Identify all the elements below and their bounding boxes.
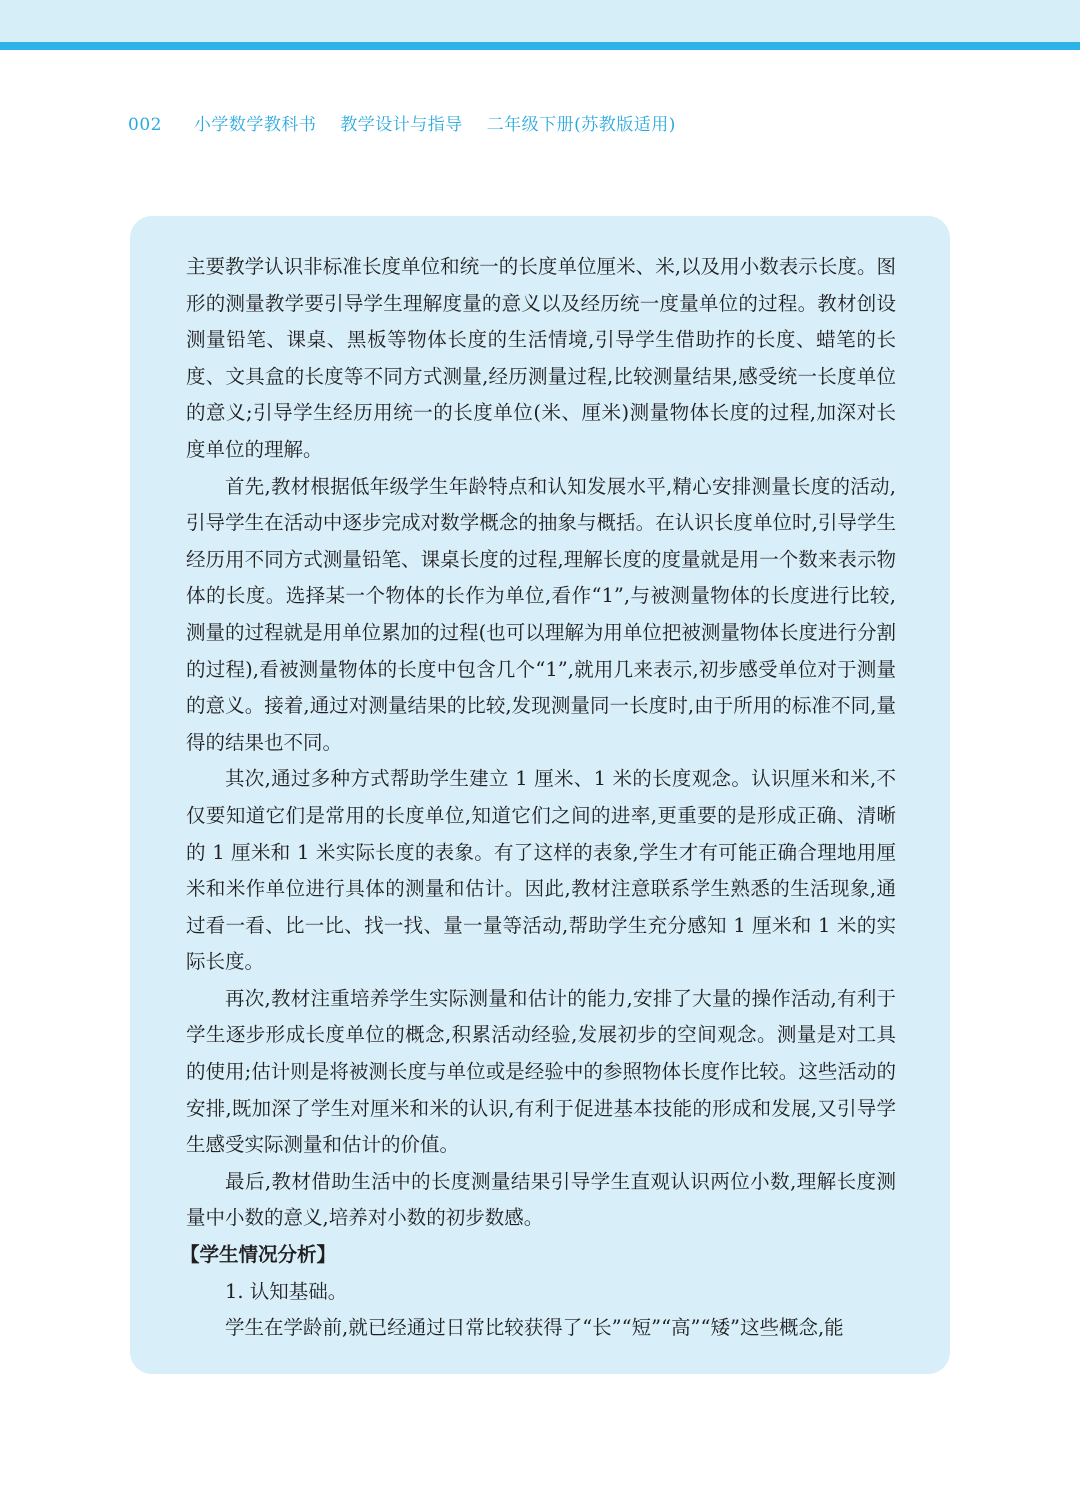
section-heading: 【学生情况分析】 — [180, 1243, 337, 1267]
book-volume: 二年级下册(苏教版适用) — [486, 115, 676, 135]
body-paragraph: 首先,教材根据低年级学生年龄特点和认知发展水平,精心安排测量长度的活动,引导学生在活动中逐步完成对数学概念的抽象与概括。在认识长度单位时,引导学生经历用不同方式测量铅笔、课桌长度的过程,理解长度的度量就是用一个数来表示物体的长度。选择某一个物体的长作为单位,看作“1”,与被测量物体的长度进行比较,测量的过程就是用单位累加的过程(也可以理解为用单位把被测量物体长度进行分割的过程),看被测量物体的长度中包含几个“1”,就用几来表示,初步感受单位对于测量的意义。接着,通过对测量结果的比较,发现测量同一长度时,由于所用的标准不同,量得的结果也不同。 — [186, 474, 896, 754]
running-header — [128, 110, 694, 135]
body-paragraph: 学生在学龄前,就已经通过日常比较获得了“长”“短”“高”“矮”这些概念,能 — [225, 1316, 844, 1340]
book-subtitle: 教学设计与指导 — [340, 115, 463, 135]
subsection-heading: 1. 认知基础。 — [225, 1279, 348, 1303]
page-number: 002 — [128, 115, 162, 135]
body-paragraph: 主要教学认识非标准长度单位和统一的长度单位厘米、米,以及用小数表示长度。图形的测量教学要引导学生理解度量的意义以及经历统一度量单位的过程。教材创设测量铅笔、课桌、黑板等物体长度的生活情境,引导学生借助拃的长度、蜡笔的长度、文具盒的长度等不同方式测量,经历测量过程,比较测量结果,感受统一长度单位的意义;引导学生经历用统一的长度单位(米、厘米)测量物体长度的过程,加深对长度单位的理解。 — [186, 255, 896, 461]
header-rule — [0, 42, 1080, 50]
body-paragraph: 再次,教材注重培养学生实际测量和估计的能力,安排了大量的操作活动,有利于学生逐步形成长度单位的概念,积累活动经验,发展初步的空间观念。测量是对工具的使用;估计则是将被测长度与单位或是经验中的参照物体长度作比较。这些活动的安排,既加深了学生对厘米和米的认识,有利于促进基本技能的形成和发展,又引导学生感受实际测量和估计的价值。 — [186, 986, 896, 1157]
content-text — [180, 249, 896, 1347]
body-paragraph: 其次,通过多种方式帮助学生建立 1 厘米、1 米的长度观念。认识厘米和米,不仅要知道它们是常用的长度单位,知道它们之间的进率,更重要的是形成正确、清晰的 1 厘米和 1 米实际长度的表象。有了这样的表象,学生才有可能正确合理地用厘米和米作单位进行具体的测量和估计。因此,教材注意联系学生熟悉的生活现象,通过看一看、比一比、找一找、量一量等活动,帮助学生充分感知 1 厘米和 1 米的实际长度。 — [186, 767, 896, 974]
body-paragraph: 最后,教材借助生活中的长度测量结果引导学生直观认识两位小数,理解长度测量中小数的意义,培养对小数的初步数感。 — [186, 1169, 896, 1230]
book-title: 小学数学教科书 — [193, 115, 317, 135]
header-band — [0, 0, 1080, 42]
